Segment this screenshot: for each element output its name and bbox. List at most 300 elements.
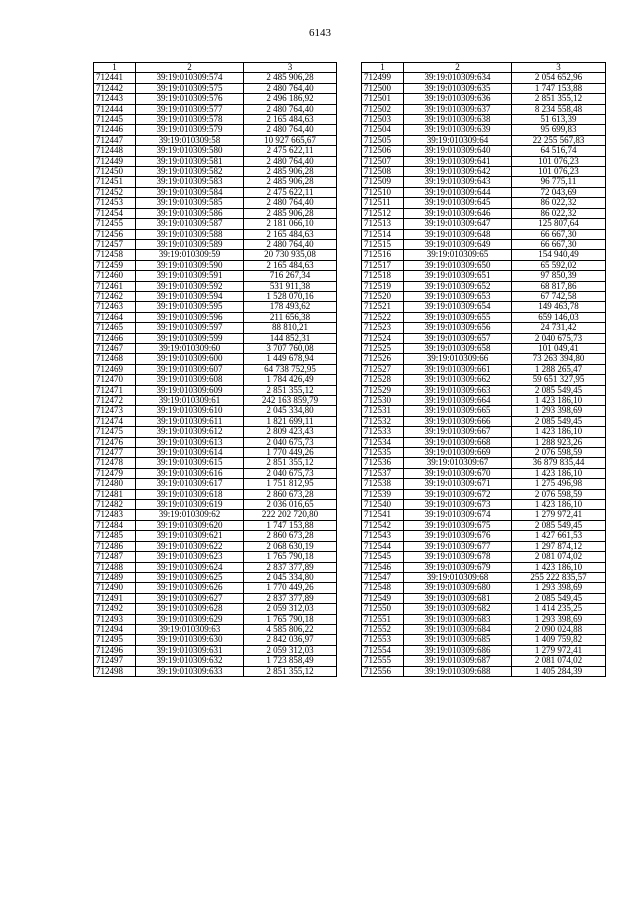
value-cell: 2 485 906,28 xyxy=(244,73,337,83)
value-cell: 2 165 484,63 xyxy=(244,115,337,125)
row-number-cell: 712521 xyxy=(362,302,404,312)
table-row xyxy=(94,135,337,145)
value-cell: 3 707 760,08 xyxy=(244,343,337,353)
row-number-cell: 712447 xyxy=(94,135,136,145)
row-number-cell: 712524 xyxy=(362,333,404,343)
table-row xyxy=(94,448,337,458)
row-number-cell: 712514 xyxy=(362,229,404,239)
value-cell: 20 730 935,08 xyxy=(244,250,337,260)
table-row xyxy=(94,73,337,83)
value-cell: 1 770 449,26 xyxy=(244,583,337,593)
cadastral-number-cell: 39:19:010309:647 xyxy=(404,219,512,229)
row-number-cell: 712529 xyxy=(362,385,404,395)
table-row xyxy=(94,427,337,437)
row-number-cell: 712470 xyxy=(94,375,136,385)
cadastral-number-cell: 39:19:010309:627 xyxy=(136,593,244,603)
table-row xyxy=(362,593,606,603)
cadastral-number-cell: 39:19:010309:594 xyxy=(136,291,244,301)
table-row xyxy=(94,281,337,291)
cadastral-number-cell: 39:19:010309:645 xyxy=(404,198,512,208)
row-number-cell: 712516 xyxy=(362,250,404,260)
cadastral-number-cell: 39:19:010309:595 xyxy=(136,302,244,312)
row-number-cell: 712441 xyxy=(94,73,136,83)
row-number-cell: 712544 xyxy=(362,541,404,551)
cadastral-number-cell: 39:19:010309:624 xyxy=(136,562,244,572)
cadastral-number-cell: 39:19:010309:596 xyxy=(136,312,244,322)
cadastral-number-cell: 39:19:010309:65 xyxy=(404,250,512,260)
row-number-cell: 712534 xyxy=(362,437,404,447)
row-number-cell: 712555 xyxy=(362,656,404,666)
value-cell: 144 852,31 xyxy=(244,333,337,343)
value-cell: 64 738 752,95 xyxy=(244,364,337,374)
row-number-cell: 712513 xyxy=(362,219,404,229)
cadastral-number-cell: 39:19:010309:631 xyxy=(136,645,244,655)
table-row xyxy=(362,666,606,676)
value-cell: 2 860 673,28 xyxy=(244,531,337,541)
table-row xyxy=(362,635,606,645)
value-cell: 1 423 186,10 xyxy=(512,427,606,437)
cadastral-number-cell: 39:19:010309:626 xyxy=(136,583,244,593)
value-cell: 1 821 699,11 xyxy=(244,416,337,426)
value-cell: 1 409 759,82 xyxy=(512,635,606,645)
row-number-cell: 712451 xyxy=(94,177,136,187)
cadastral-number-cell: 39:19:010309:610 xyxy=(136,406,244,416)
table-row xyxy=(94,115,337,125)
row-number-cell: 712539 xyxy=(362,489,404,499)
value-cell: 2 809 423,43 xyxy=(244,427,337,437)
table-row xyxy=(362,364,606,374)
cadastral-number-cell: 39:19:010309:61 xyxy=(136,396,244,406)
cadastral-number-cell: 39:19:010309:687 xyxy=(404,656,512,666)
column-header: 3 xyxy=(244,63,337,73)
table-row xyxy=(94,198,337,208)
value-cell: 1 765 790,18 xyxy=(244,552,337,562)
table-row xyxy=(362,302,606,312)
table-row xyxy=(94,354,337,364)
cadastral-number-cell: 39:19:010309:662 xyxy=(404,375,512,385)
table-row xyxy=(362,520,606,530)
value-cell: 2 485 906,28 xyxy=(244,177,337,187)
cadastral-number-cell: 39:19:010309:669 xyxy=(404,448,512,458)
row-number-cell: 712474 xyxy=(94,416,136,426)
cadastral-number-cell: 39:19:010309:576 xyxy=(136,94,244,104)
value-cell: 68 817,86 xyxy=(512,281,606,291)
row-number-cell: 712465 xyxy=(94,323,136,333)
table-row xyxy=(362,531,606,541)
cadastral-number-cell: 39:19:010309:654 xyxy=(404,302,512,312)
table-row xyxy=(362,385,606,395)
value-cell: 1 279 972,41 xyxy=(512,645,606,655)
cadastral-number-cell: 39:19:010309:672 xyxy=(404,489,512,499)
cadastral-number-cell: 39:19:010309:666 xyxy=(404,416,512,426)
value-cell: 10 927 665,67 xyxy=(244,135,337,145)
table-row xyxy=(94,312,337,322)
table-row xyxy=(362,458,606,468)
table-row xyxy=(362,656,606,666)
cadastral-number-cell: 39:19:010309:671 xyxy=(404,479,512,489)
row-number-cell: 712483 xyxy=(94,510,136,520)
value-cell: 531 911,38 xyxy=(244,281,337,291)
value-cell: 2 085 549,45 xyxy=(512,593,606,603)
value-cell: 64 516,74 xyxy=(512,146,606,156)
table-row xyxy=(94,510,337,520)
row-number-cell: 712522 xyxy=(362,312,404,322)
cadastral-number-cell: 39:19:010309:636 xyxy=(404,94,512,104)
cadastral-number-cell: 39:19:010309:62 xyxy=(136,510,244,520)
value-cell: 97 850,39 xyxy=(512,271,606,281)
table-row xyxy=(362,427,606,437)
cadastral-number-cell: 39:19:010309:608 xyxy=(136,375,244,385)
table-row xyxy=(94,645,337,655)
cadastral-number-cell: 39:19:010309:668 xyxy=(404,437,512,447)
cadastral-number-cell: 39:19:010309:676 xyxy=(404,531,512,541)
cadastral-number-cell: 39:19:010309:588 xyxy=(136,229,244,239)
cadastral-number-cell: 39:19:010309:615 xyxy=(136,458,244,468)
value-cell: 67 742,58 xyxy=(512,291,606,301)
row-number-cell: 712456 xyxy=(94,229,136,239)
table-row xyxy=(362,187,606,197)
cadastral-number-cell: 39:19:010309:591 xyxy=(136,271,244,281)
row-number-cell: 712503 xyxy=(362,115,404,125)
cadastral-number-cell: 39:19:010309:635 xyxy=(404,83,512,93)
cadastral-number-cell: 39:19:010309:664 xyxy=(404,396,512,406)
cadastral-number-cell: 39:19:010309:678 xyxy=(404,552,512,562)
cadastral-number-cell: 39:19:010309:599 xyxy=(136,333,244,343)
table-row xyxy=(362,104,606,114)
value-cell: 8 234 558,48 xyxy=(512,104,606,114)
cadastral-number-cell: 39:19:010309:63 xyxy=(136,624,244,634)
cadastral-number-cell: 39:19:010309:667 xyxy=(404,427,512,437)
value-cell: 1 297 874,12 xyxy=(512,541,606,551)
value-cell: 1 751 812,95 xyxy=(244,479,337,489)
table-row xyxy=(94,260,337,270)
table-row xyxy=(362,135,606,145)
table-row xyxy=(362,167,606,177)
cadastral-number-cell: 39:19:010309:617 xyxy=(136,479,244,489)
value-cell: 149 463,78 xyxy=(512,302,606,312)
row-number-cell: 712455 xyxy=(94,219,136,229)
table-row xyxy=(362,83,606,93)
table-row xyxy=(94,583,337,593)
column-header: 3 xyxy=(512,63,606,73)
row-number-cell: 712476 xyxy=(94,437,136,447)
table-row xyxy=(94,500,337,510)
table-row xyxy=(94,635,337,645)
table-row xyxy=(94,146,337,156)
value-cell: 2 165 484,63 xyxy=(244,229,337,239)
row-number-cell: 712494 xyxy=(94,624,136,634)
cadastral-number-cell: 39:19:010309:663 xyxy=(404,385,512,395)
table-row xyxy=(362,73,606,83)
value-cell: 1 528 070,16 xyxy=(244,291,337,301)
cadastral-number-cell: 39:19:010309:630 xyxy=(136,635,244,645)
table-row xyxy=(94,333,337,343)
table-row xyxy=(362,375,606,385)
value-cell: 2 480 764,40 xyxy=(244,83,337,93)
value-cell: 1 293 398,69 xyxy=(512,614,606,624)
row-number-cell: 712533 xyxy=(362,427,404,437)
value-cell: 2 085 549,45 xyxy=(512,385,606,395)
table-row xyxy=(362,562,606,572)
value-cell: 2 837 377,89 xyxy=(244,593,337,603)
value-cell: 2 837 377,89 xyxy=(244,562,337,572)
value-cell: 222 202 720,80 xyxy=(244,510,337,520)
cadastral-number-cell: 39:19:010309:656 xyxy=(404,323,512,333)
row-number-cell: 712488 xyxy=(94,562,136,572)
row-number-cell: 712482 xyxy=(94,500,136,510)
row-number-cell: 712454 xyxy=(94,208,136,218)
cadastral-number-cell: 39:19:010309:628 xyxy=(136,604,244,614)
table-row xyxy=(362,260,606,270)
row-number-cell: 712500 xyxy=(362,83,404,93)
row-number-cell: 712475 xyxy=(94,427,136,437)
value-cell: 2 851 355,12 xyxy=(244,385,337,395)
table-row xyxy=(362,416,606,426)
value-cell: 1 414 235,25 xyxy=(512,604,606,614)
value-cell: 73 263 394,80 xyxy=(512,354,606,364)
cadastral-number-cell: 39:19:010309:584 xyxy=(136,187,244,197)
value-cell: 2 181 066,10 xyxy=(244,219,337,229)
table-row xyxy=(362,229,606,239)
row-number-cell: 712531 xyxy=(362,406,404,416)
row-number-cell: 712468 xyxy=(94,354,136,364)
value-cell: 1 765 790,18 xyxy=(244,614,337,624)
value-cell: 101 049,41 xyxy=(512,343,606,353)
value-cell: 95 699,83 xyxy=(512,125,606,135)
row-number-cell: 712520 xyxy=(362,291,404,301)
cadastral-number-cell: 39:19:010309:575 xyxy=(136,83,244,93)
row-number-cell: 712444 xyxy=(94,104,136,114)
table-row xyxy=(94,83,337,93)
cadastral-number-cell: 39:19:010309:686 xyxy=(404,645,512,655)
cadastral-number-cell: 39:19:010309:632 xyxy=(136,656,244,666)
cadastral-number-cell: 39:19:010309:620 xyxy=(136,520,244,530)
table-row xyxy=(362,500,606,510)
value-cell: 2 485 906,28 xyxy=(244,208,337,218)
cadastral-number-cell: 39:19:010309:60 xyxy=(136,343,244,353)
row-number-cell: 712553 xyxy=(362,635,404,645)
cadastral-number-cell: 39:19:010309:649 xyxy=(404,239,512,249)
table-row xyxy=(94,156,337,166)
row-number-cell: 712509 xyxy=(362,177,404,187)
cadastral-number-cell: 39:19:010309:655 xyxy=(404,312,512,322)
cadastral-number-cell: 39:19:010309:661 xyxy=(404,364,512,374)
cadastral-number-cell: 39:19:010309:580 xyxy=(136,146,244,156)
value-cell: 66 667,30 xyxy=(512,229,606,239)
cadastral-number-cell: 39:19:010309:597 xyxy=(136,323,244,333)
cadastral-number-cell: 39:19:010309:590 xyxy=(136,260,244,270)
table-row xyxy=(94,520,337,530)
cadastral-number-cell: 39:19:010309:607 xyxy=(136,364,244,374)
table-row xyxy=(362,125,606,135)
table-row xyxy=(94,458,337,468)
value-cell: 1 405 284,39 xyxy=(512,666,606,676)
value-cell: 2 851 355,12 xyxy=(512,94,606,104)
cadastral-number-cell: 39:19:010309:587 xyxy=(136,219,244,229)
table-row xyxy=(94,208,337,218)
cadastral-number-cell: 39:19:010309:574 xyxy=(136,73,244,83)
table-row xyxy=(362,437,606,447)
table-row xyxy=(362,250,606,260)
table-row xyxy=(94,177,337,187)
cadastral-number-cell: 39:19:010309:653 xyxy=(404,291,512,301)
value-cell: 1 423 186,10 xyxy=(512,396,606,406)
table-row xyxy=(362,198,606,208)
table-row xyxy=(362,333,606,343)
cadastral-number-cell: 39:19:010309:611 xyxy=(136,416,244,426)
cadastral-number-cell: 39:19:010309:581 xyxy=(136,156,244,166)
table-row xyxy=(94,271,337,281)
row-number-cell: 712518 xyxy=(362,271,404,281)
row-number-cell: 712463 xyxy=(94,302,136,312)
row-number-cell: 712501 xyxy=(362,94,404,104)
row-number-cell: 712443 xyxy=(94,94,136,104)
value-cell: 2 036 016,65 xyxy=(244,500,337,510)
value-cell: 2 475 622,11 xyxy=(244,146,337,156)
row-number-cell: 712549 xyxy=(362,593,404,603)
row-number-cell: 712527 xyxy=(362,364,404,374)
table-row xyxy=(362,396,606,406)
row-number-cell: 712525 xyxy=(362,343,404,353)
row-number-cell: 712479 xyxy=(94,468,136,478)
cadastral-number-cell: 39:19:010309:634 xyxy=(404,73,512,83)
row-number-cell: 712523 xyxy=(362,323,404,333)
left-table xyxy=(93,62,337,677)
value-cell: 242 163 859,79 xyxy=(244,396,337,406)
cadastral-number-cell: 39:19:010309:673 xyxy=(404,500,512,510)
table-header-row xyxy=(362,63,606,73)
cadastral-number-cell: 39:19:010309:637 xyxy=(404,104,512,114)
table-row xyxy=(362,583,606,593)
row-number-cell: 712464 xyxy=(94,312,136,322)
value-cell: 72 043,69 xyxy=(512,187,606,197)
table-row xyxy=(362,177,606,187)
row-number-cell: 712498 xyxy=(94,666,136,676)
value-cell: 178 493,62 xyxy=(244,302,337,312)
table-row xyxy=(94,94,337,104)
row-number-cell: 712530 xyxy=(362,396,404,406)
table-row xyxy=(362,94,606,104)
row-number-cell: 712545 xyxy=(362,552,404,562)
table-row xyxy=(94,125,337,135)
value-cell: 2 480 764,40 xyxy=(244,239,337,249)
cadastral-number-cell: 39:19:010309:583 xyxy=(136,177,244,187)
value-cell: 65 592,02 xyxy=(512,260,606,270)
column-header: 2 xyxy=(136,63,244,73)
cadastral-number-cell: 39:19:010309:582 xyxy=(136,167,244,177)
cadastral-number-cell: 39:19:010309:616 xyxy=(136,468,244,478)
cadastral-number-cell: 39:19:010309:684 xyxy=(404,624,512,634)
cadastral-number-cell: 39:19:010309:625 xyxy=(136,572,244,582)
table-row xyxy=(94,437,337,447)
row-number-cell: 712490 xyxy=(94,583,136,593)
column-header: 2 xyxy=(404,63,512,73)
row-number-cell: 712446 xyxy=(94,125,136,135)
value-cell: 659 146,03 xyxy=(512,312,606,322)
cadastral-number-cell: 39:19:010309:619 xyxy=(136,500,244,510)
table-row xyxy=(362,552,606,562)
table-row xyxy=(362,604,606,614)
table-row xyxy=(362,448,606,458)
cadastral-number-cell: 39:19:010309:64 xyxy=(404,135,512,145)
value-cell: 2 485 906,28 xyxy=(244,167,337,177)
cadastral-number-cell: 39:19:010309:651 xyxy=(404,271,512,281)
value-cell: 86 022,32 xyxy=(512,198,606,208)
row-number-cell: 712457 xyxy=(94,239,136,249)
value-cell: 1 275 496,98 xyxy=(512,479,606,489)
table-row xyxy=(362,312,606,322)
row-number-cell: 712487 xyxy=(94,552,136,562)
row-number-cell: 712473 xyxy=(94,406,136,416)
cadastral-number-cell: 39:19:010309:679 xyxy=(404,562,512,572)
row-number-cell: 712459 xyxy=(94,260,136,270)
row-number-cell: 712541 xyxy=(362,510,404,520)
table-row xyxy=(94,187,337,197)
row-number-cell: 712471 xyxy=(94,385,136,395)
value-cell: 1 423 186,10 xyxy=(512,468,606,478)
value-cell: 2 085 549,45 xyxy=(512,520,606,530)
row-number-cell: 712460 xyxy=(94,271,136,281)
row-number-cell: 712551 xyxy=(362,614,404,624)
cadastral-number-cell: 39:19:010309:642 xyxy=(404,167,512,177)
table-row xyxy=(94,239,337,249)
row-number-cell: 712535 xyxy=(362,448,404,458)
value-cell: 1 293 398,69 xyxy=(512,583,606,593)
value-cell: 154 940,49 xyxy=(512,250,606,260)
table-row xyxy=(94,291,337,301)
cadastral-number-cell: 39:19:010309:622 xyxy=(136,541,244,551)
row-number-cell: 712496 xyxy=(94,645,136,655)
row-number-cell: 712448 xyxy=(94,146,136,156)
value-cell: 2 851 355,12 xyxy=(244,458,337,468)
table-row xyxy=(362,291,606,301)
row-number-cell: 712543 xyxy=(362,531,404,541)
row-number-cell: 712467 xyxy=(94,343,136,353)
value-cell: 1 279 972,41 xyxy=(512,510,606,520)
table-row xyxy=(94,375,337,385)
cadastral-number-cell: 39:19:010309:665 xyxy=(404,406,512,416)
table-row xyxy=(362,406,606,416)
value-cell: 1 427 661,53 xyxy=(512,531,606,541)
table-row xyxy=(94,104,337,114)
cadastral-number-cell: 39:19:010309:579 xyxy=(136,125,244,135)
cadastral-number-cell: 39:19:010309:646 xyxy=(404,208,512,218)
value-cell: 1 770 449,26 xyxy=(244,448,337,458)
cadastral-number-cell: 39:19:010309:59 xyxy=(136,250,244,260)
row-number-cell: 712528 xyxy=(362,375,404,385)
table-row xyxy=(94,468,337,478)
table-row xyxy=(362,489,606,499)
value-cell: 2 059 312,03 xyxy=(244,645,337,655)
value-cell: 96 775,11 xyxy=(512,177,606,187)
row-number-cell: 712481 xyxy=(94,489,136,499)
row-number-cell: 712491 xyxy=(94,593,136,603)
row-number-cell: 712536 xyxy=(362,458,404,468)
column-header: 1 xyxy=(94,63,136,73)
table-row xyxy=(94,541,337,551)
value-cell: 211 656,38 xyxy=(244,312,337,322)
cadastral-number-cell: 39:19:010309:680 xyxy=(404,583,512,593)
table-row xyxy=(362,156,606,166)
row-number-cell: 712489 xyxy=(94,572,136,582)
row-number-cell: 712538 xyxy=(362,479,404,489)
row-number-cell: 712462 xyxy=(94,291,136,301)
value-cell: 1 747 153,88 xyxy=(244,520,337,530)
row-number-cell: 712450 xyxy=(94,167,136,177)
cadastral-number-cell: 39:19:010309:688 xyxy=(404,666,512,676)
table-row xyxy=(94,489,337,499)
value-cell: 88 810,21 xyxy=(244,323,337,333)
